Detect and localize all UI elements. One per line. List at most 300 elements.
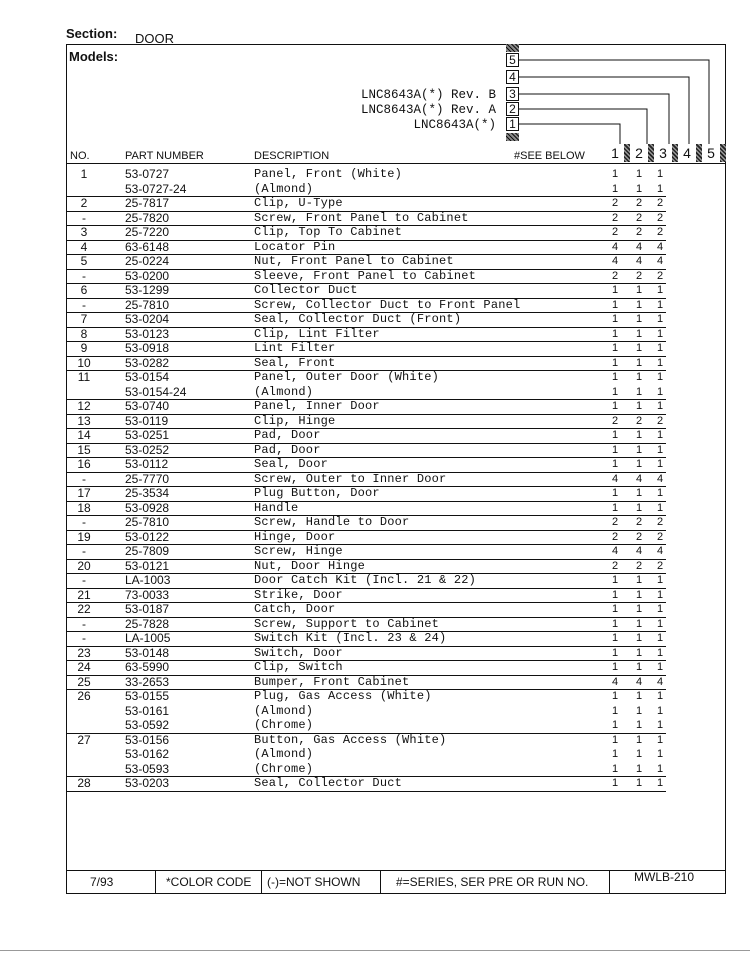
quantity-model-3: 2 (656, 559, 664, 572)
table-row (66, 704, 666, 719)
quantity-model-2: 4 (635, 545, 643, 557)
footer-series-note: #=SERIES, SER PRE OR RUN NO. (396, 875, 589, 889)
quantity-model-1: 1 (611, 487, 619, 499)
part-description: Bumper, Front Cabinet (254, 674, 410, 689)
table-row (66, 414, 666, 430)
quantity-model-2: 1 (635, 168, 643, 180)
part-number: 53-0251 (125, 428, 170, 442)
quantity-model-1: 1 (611, 356, 619, 369)
part-description: Seal, Front (254, 355, 336, 370)
quantity-model-3: 1 (656, 777, 664, 789)
part-number: 53-0121 (125, 558, 170, 573)
quantity-model-2: 1 (635, 458, 643, 470)
quantity-model-2: 2 (635, 530, 643, 543)
table-row (66, 762, 666, 778)
part-number: 25-7810 (125, 515, 170, 529)
quantity-model-3: 2 (656, 197, 664, 209)
table-row (66, 211, 666, 227)
part-description: (Chrome) (254, 761, 314, 776)
quantity-model-2: 2 (635, 226, 643, 238)
table-row (66, 182, 666, 198)
quantity-model-3: 1 (656, 356, 664, 369)
quantity-model-2: 4 (635, 675, 643, 688)
table-row (66, 617, 666, 633)
part-description: Button, Gas Access (White) (254, 732, 447, 747)
quantity-model-2: 1 (635, 443, 643, 456)
model-col-2: 2 (635, 145, 643, 161)
part-description: Locator Pin (254, 239, 336, 254)
part-description: Screw, Front Panel to Cabinet (254, 210, 469, 225)
part-description: Seal, Door (254, 457, 329, 471)
item-number: 26 (77, 689, 91, 703)
quantity-model-2: 1 (635, 327, 643, 340)
quantity-model-1: 1 (611, 501, 619, 514)
quantity-model-3: 1 (656, 661, 664, 673)
part-description: Nut, Front Panel to Cabinet (254, 254, 454, 268)
table-row (66, 733, 666, 748)
table-row (66, 370, 666, 385)
table-row (66, 196, 666, 212)
part-description: Screw, Hinge (254, 544, 343, 558)
table-row (66, 269, 666, 285)
quantity-model-2: 1 (635, 313, 643, 325)
part-description: Screw, Support to Cabinet (254, 616, 440, 631)
part-number: 25-7820 (125, 210, 170, 225)
quantity-model-2: 1 (635, 371, 643, 383)
item-number: 13 (77, 413, 91, 428)
part-number: 53-0740 (125, 399, 170, 413)
footer-divider (609, 871, 610, 893)
table-row (66, 588, 666, 604)
quantity-model-3: 2 (656, 226, 664, 238)
part-number: 53-0727 (125, 167, 170, 181)
footer-color-code: *COLOR CODE (166, 875, 252, 889)
part-description: Collector Duct (254, 283, 358, 297)
part-number: LA-1005 (125, 631, 171, 645)
part-number: 53-0112 (125, 457, 169, 471)
header-rule (66, 163, 726, 164)
item-number: - (82, 544, 86, 558)
quantity-model-3: 1 (656, 632, 664, 644)
part-number: 73-0033 (125, 587, 170, 602)
item-number: 2 (80, 196, 88, 210)
part-description: Sleeve, Front Panel to Cabinet (254, 268, 477, 283)
model-col-sep-5 (720, 144, 726, 162)
item-number: 22 (77, 602, 91, 616)
quantity-model-2: 1 (635, 342, 643, 354)
quantity-model-3: 1 (656, 748, 664, 760)
part-number: LA-1003 (125, 573, 171, 587)
quantity-model-3: 1 (656, 574, 664, 586)
table-row (66, 327, 666, 343)
quantity-model-2: 1 (635, 748, 643, 760)
models-label: Models: (69, 49, 119, 64)
col-header-part-number: PART NUMBER (125, 150, 204, 162)
model-box-3: 3 (506, 87, 519, 101)
table-row (66, 428, 666, 444)
part-number: 53-0123 (125, 326, 170, 341)
item-number: 20 (77, 558, 91, 573)
quantity-model-2: 1 (635, 298, 643, 311)
quantity-model-1: 4 (611, 675, 619, 688)
part-number: 53-0156 (125, 732, 170, 747)
quantity-model-2: 1 (635, 704, 643, 717)
quantity-model-2: 4 (635, 472, 643, 485)
part-description: (Almond) (254, 703, 314, 718)
quantity-model-1: 1 (611, 748, 619, 760)
quantity-model-2: 1 (635, 574, 643, 586)
quantity-model-2: 1 (635, 617, 643, 630)
quantity-model-3: 4 (656, 472, 664, 485)
part-number: 53-0204 (125, 312, 170, 326)
quantity-model-3: 2 (656, 530, 664, 543)
table-row (66, 530, 666, 546)
quantity-model-2: 1 (635, 385, 643, 398)
table-row (66, 312, 666, 328)
quantity-model-1: 2 (611, 530, 619, 543)
table-row (66, 501, 666, 517)
item-number: - (82, 631, 86, 645)
part-number: 63-5990 (125, 660, 170, 674)
quantity-model-2: 2 (635, 516, 643, 528)
page-edge-rule (0, 950, 750, 951)
part-number: 53-0154 (125, 370, 170, 384)
item-number: - (82, 573, 86, 587)
model-col-1: 1 (611, 145, 619, 161)
footer-page-code: MWLB-210 (634, 870, 695, 884)
table-row (66, 167, 666, 182)
quantity-model-2: 1 (635, 501, 643, 514)
part-description: Clip, Lint Filter (254, 326, 380, 341)
quantity-model-3: 1 (656, 371, 664, 383)
quantity-model-2: 1 (635, 588, 643, 601)
quantity-model-2: 1 (635, 719, 643, 731)
part-description: Pad, Door (254, 428, 321, 442)
table-row (66, 646, 666, 662)
quantity-model-3: 1 (656, 342, 664, 354)
model-connector-lines (0, 0, 750, 160)
item-number: 17 (77, 486, 91, 500)
quantity-model-3: 1 (656, 458, 664, 470)
item-number: 6 (80, 283, 88, 297)
quantity-model-1: 1 (611, 617, 619, 630)
quantity-model-1: 4 (611, 545, 619, 557)
table-row (66, 660, 666, 676)
item-number: 10 (77, 355, 91, 370)
table-row (66, 385, 666, 401)
quantity-model-1: 2 (611, 211, 619, 224)
part-number: 53-0154-24 (125, 384, 187, 399)
quantity-model-3: 4 (656, 240, 664, 253)
section-label: Section: (66, 26, 118, 41)
quantity-model-1: 2 (611, 559, 619, 572)
quantity-model-1: 1 (611, 443, 619, 456)
quantity-model-1: 1 (611, 632, 619, 644)
item-number: 9 (80, 341, 88, 355)
quantity-model-2: 1 (635, 182, 643, 195)
quantity-model-1: 1 (611, 603, 619, 615)
quantity-model-1: 1 (611, 762, 619, 775)
item-number: - (82, 268, 86, 283)
table-row (66, 559, 666, 575)
quantity-model-1: 1 (611, 327, 619, 340)
part-description: Clip, Top To Cabinet (254, 225, 403, 239)
part-number: 53-0928 (125, 500, 170, 515)
quantity-model-1: 1 (611, 661, 619, 673)
quantity-model-3: 1 (656, 617, 664, 630)
quantity-model-1: 2 (611, 197, 619, 209)
part-number: 53-0161 (125, 703, 170, 718)
part-description: Panel, Outer Door (White) (254, 370, 440, 384)
item-number: 15 (77, 442, 91, 457)
table-row (66, 631, 666, 647)
table-row (66, 776, 666, 792)
quantity-model-2: 1 (635, 777, 643, 789)
quantity-model-3: 1 (656, 429, 664, 441)
quantity-model-3: 2 (656, 414, 664, 427)
quantity-model-1: 1 (611, 298, 619, 311)
table-row (66, 240, 666, 256)
col-header-description: DESCRIPTION (254, 150, 330, 162)
item-number: 5 (80, 254, 88, 268)
item-number: 16 (77, 457, 91, 471)
part-description: Plug Button, Door (254, 486, 380, 500)
part-number: 53-0155 (125, 689, 170, 703)
part-description: Switch Kit (Incl. 23 & 24) (254, 631, 447, 645)
quantity-model-3: 1 (656, 385, 664, 398)
part-number: 53-0148 (125, 645, 170, 660)
quantity-model-2: 1 (635, 762, 643, 775)
item-number: 25 (77, 674, 91, 689)
quantity-model-3: 4 (656, 675, 664, 688)
item-number: 1 (80, 167, 88, 181)
quantity-model-1: 1 (611, 733, 619, 746)
part-description: Switch, Door (254, 645, 343, 660)
item-number: 18 (77, 500, 91, 515)
part-description: Hinge, Door (254, 529, 336, 544)
quantity-model-1: 2 (611, 516, 619, 528)
item-number: - (82, 515, 86, 529)
item-number: 24 (77, 660, 91, 674)
table-row (66, 544, 666, 560)
part-number: 53-0252 (125, 442, 170, 457)
footer-divider (155, 871, 156, 893)
quantity-model-3: 1 (656, 704, 664, 717)
item-number: 3 (80, 225, 88, 239)
quantity-model-2: 1 (635, 661, 643, 673)
quantity-model-3: 1 (656, 690, 664, 702)
table-row (66, 689, 666, 704)
part-description: Seal, Collector Duct (254, 776, 403, 790)
model-rev-b: LNC8643A(*) Rev. B (360, 88, 496, 102)
quantity-model-2: 1 (635, 356, 643, 369)
table-row (66, 472, 666, 488)
quantity-model-3: 4 (656, 545, 664, 557)
quantity-model-1: 1 (611, 168, 619, 180)
quantity-model-3: 1 (656, 646, 664, 659)
quantity-model-2: 1 (635, 646, 643, 659)
item-number: 14 (77, 428, 91, 442)
part-number: 53-0593 (125, 761, 170, 776)
quantity-model-2: 1 (635, 733, 643, 746)
quantity-model-3: 1 (656, 501, 664, 514)
quantity-model-1: 1 (611, 588, 619, 601)
part-number: 25-7809 (125, 544, 170, 558)
part-description: Pad, Door (254, 442, 321, 457)
part-number: 33-2653 (125, 674, 170, 689)
part-description: Seal, Collector Duct (Front) (254, 312, 462, 326)
quantity-model-1: 1 (611, 646, 619, 659)
quantity-model-1: 2 (611, 269, 619, 282)
model-base: LNC8643A(*) (413, 118, 496, 132)
table-row (66, 341, 666, 357)
quantity-model-3: 1 (656, 284, 664, 296)
table-row (66, 515, 666, 531)
quantity-model-2: 1 (635, 284, 643, 296)
part-number: 53-0282 (125, 355, 170, 370)
part-number: 25-7770 (125, 471, 170, 486)
item-number: 21 (77, 587, 91, 602)
table-row (66, 399, 666, 415)
quantity-model-1: 1 (611, 574, 619, 586)
part-number: 63-6148 (125, 239, 170, 254)
table-row (66, 718, 666, 734)
item-number: - (82, 471, 86, 486)
part-description: Door Catch Kit (Incl. 21 & 22) (254, 573, 477, 587)
quantity-model-1: 4 (611, 240, 619, 253)
quantity-model-3: 1 (656, 603, 664, 615)
part-number: 53-0592 (125, 718, 170, 732)
part-number: 53-0119 (125, 413, 169, 428)
quantity-model-1: 1 (611, 182, 619, 195)
quantity-model-3: 2 (656, 269, 664, 282)
model-box-4: 4 (506, 70, 519, 84)
quantity-model-1: 1 (611, 400, 619, 412)
quantity-model-3: 2 (656, 516, 664, 528)
part-description: Clip, Hinge (254, 413, 336, 428)
quantity-model-3: 1 (656, 313, 664, 325)
quantity-model-3: 1 (656, 182, 664, 195)
quantity-model-3: 1 (656, 588, 664, 601)
model-col-4: 4 (683, 145, 691, 161)
part-number: 25-7817 (125, 196, 170, 210)
item-number: - (82, 210, 86, 225)
item-number: - (82, 616, 86, 631)
item-number: 4 (80, 239, 88, 254)
quantity-model-1: 1 (611, 704, 619, 717)
part-description: (Almond) (254, 181, 314, 196)
table-row (66, 675, 666, 691)
part-description: Nut, Door Hinge (254, 558, 366, 573)
table-row (66, 298, 666, 314)
part-number: 53-0200 (125, 268, 170, 283)
quantity-model-1: 1 (611, 371, 619, 383)
col-header-see-below: #SEE BELOW (514, 150, 585, 162)
part-description: Catch, Door (254, 602, 336, 616)
table-row (66, 602, 666, 618)
part-description: Clip, U-Type (254, 196, 343, 210)
table-row (66, 283, 666, 299)
model-col-5: 5 (707, 145, 715, 161)
quantity-model-3: 1 (656, 168, 664, 180)
part-number: 53-0918 (125, 341, 170, 355)
quantity-model-2: 1 (635, 487, 643, 499)
quantity-model-2: 1 (635, 400, 643, 412)
item-number: 7 (80, 312, 88, 326)
part-description: (Almond) (254, 747, 314, 761)
model-box-1: 1 (506, 117, 519, 131)
table-row (66, 486, 666, 502)
quantity-model-1: 1 (611, 429, 619, 441)
quantity-model-1: 1 (611, 777, 619, 789)
item-number: - (82, 297, 86, 312)
quantity-model-1: 4 (611, 255, 619, 267)
footer-not-shown: (-)=NOT SHOWN (267, 875, 361, 889)
part-description: Screw, Handle to Door (254, 515, 410, 529)
quantity-model-2: 1 (635, 429, 643, 441)
part-description: Lint Filter (254, 341, 336, 355)
quantity-model-3: 1 (656, 719, 664, 731)
part-description: Screw, Collector Duct to Front Panel (254, 297, 521, 312)
quantity-model-1: 1 (611, 385, 619, 398)
item-number: 12 (77, 399, 91, 413)
part-number: 25-7220 (125, 225, 170, 239)
part-number: 53-0187 (125, 602, 170, 616)
part-number: 53-0203 (125, 776, 170, 790)
model-col-3: 3 (659, 145, 667, 161)
table-row (66, 225, 666, 241)
footer-divider (261, 871, 262, 893)
col-header-no: NO. (70, 150, 90, 162)
table-row (66, 457, 666, 473)
part-description: Panel, Front (White) (254, 167, 403, 181)
table-row (66, 573, 666, 589)
quantity-model-2: 2 (635, 559, 643, 572)
quantity-model-3: 1 (656, 443, 664, 456)
section-value: DOOR (135, 31, 174, 46)
quantity-model-2: 4 (635, 255, 643, 267)
item-number: 11 (77, 370, 91, 384)
quantity-model-2: 2 (635, 211, 643, 224)
quantity-model-2: 2 (635, 269, 643, 282)
quantity-model-3: 1 (656, 400, 664, 412)
quantity-model-3: 1 (656, 298, 664, 311)
table-row (66, 356, 666, 372)
quantity-model-1: 1 (611, 313, 619, 325)
part-number: 53-0162 (125, 747, 170, 761)
part-description: Plug, Gas Access (White) (254, 689, 432, 703)
model-rev-a: LNC8643A(*) Rev. A (360, 103, 496, 117)
quantity-model-1: 1 (611, 690, 619, 702)
quantity-model-2: 2 (635, 197, 643, 209)
part-number: 53-0727-24 (125, 181, 187, 196)
item-number: 8 (80, 326, 88, 341)
part-description: Strike, Door (254, 587, 343, 602)
item-number: 19 (77, 529, 91, 544)
quantity-model-2: 2 (635, 414, 643, 427)
part-number: 25-3534 (125, 486, 170, 500)
part-description: (Chrome) (254, 718, 314, 732)
quantity-model-3: 1 (656, 762, 664, 775)
quantity-model-1: 1 (611, 284, 619, 296)
item-number: 28 (77, 776, 91, 790)
quantity-model-3: 1 (656, 487, 664, 499)
quantity-model-1: 1 (611, 342, 619, 354)
quantity-model-3: 1 (656, 327, 664, 340)
quantity-model-3: 1 (656, 733, 664, 746)
part-description: (Almond) (254, 384, 314, 399)
table-row (66, 747, 666, 762)
